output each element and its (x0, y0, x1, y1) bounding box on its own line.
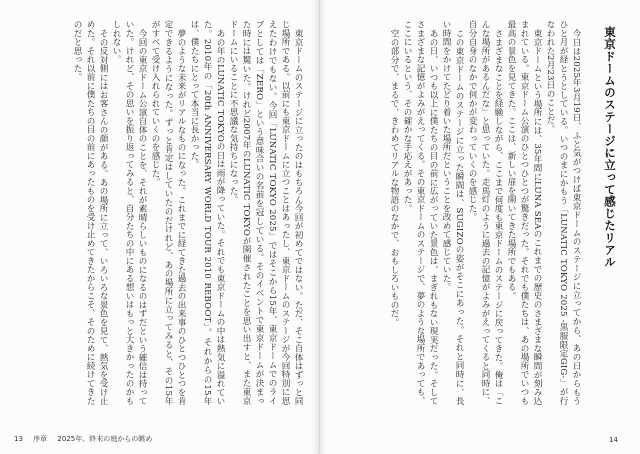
right-folio (609, 436, 626, 444)
paragraph: 東京ドームのステージに立ったのはもちろん今回が初めてではない。ただ、そこ自体はずっと同じ場所である。以前にも東京ドームに立つことはあったし、東京ドームのステージが今回特別に思えたわけでもない。今回「LUNATIC TOKYO 2025」ではそこから15年、東京ドームでのライブとしては「ZERO」という意味合いの名前を冠している。そのイベントで東京ドームが決まった時には驚いた。けれど2007年のLUNATIC TOKYOが開催されたことを思い出すと、また東京ドームにいることに不思議な気持ちになった。 (228, 20, 303, 405)
paragraph: あの日、いつも以上に僕たちの目の前に広がっていた景色は、まぎれもない現実だった。そしてさまざまな記憶がよみがえってくる。その東京ドームのステージで、夢のような場所であっても、ここにいるという、その確かな手応えがあった。 (402, 20, 438, 405)
page-number: 14 (609, 436, 618, 444)
paragraph: さまざまなことを経験しながら、ここまで何度も東京ドームのステージに戻ってきた。俺は「こんな場所があるんだな」と思っていた。走馬灯のように過去の記憶がよみがえってくると同時に、自分自身のなかで何かが変わっていくのを感じた。 (467, 20, 503, 405)
paragraph: 今回の東京ドーム公演自体のことを、それが素晴らしいものになるのはずだという確信は持っていた。けれど、その思いを振り返ってみると、自分たちの中にある想いはもっと大きかったのかもしれない。 (111, 20, 147, 405)
paragraph: この東京ドームのステージに立った瞬間は、SUGIZOの姿がそこにあった。それと同時に、長い時間をかけてたどり着いた場所だということを改めて感じていた。 (441, 20, 464, 405)
paragraph: その反対側にはお客さんの顔がある。あの場所に立って、いろいろな景色を見て、熱気を受け止めた。それ以前に僕たちの目の前にあったものを受け止めてきたからこそ、そのために続けてきたのだと思った。 (72, 20, 108, 405)
paragraph: 東京ドームという場所には、35年間にLUNA SEAのこれまでの歴史のさまざまな瞬間が刻み込まれている。東京ドーム公演のひとつひとつが驚きだった。それでも僕たちは、あの場所でいつも最高の景色を見てきた。ここは、新しい扉を開いてきた場所でもある。 (506, 20, 542, 405)
page-number: 13 (14, 435, 23, 443)
right-body-text (334, 20, 582, 405)
section-heading: 東京ドームのステージに立って感じたリアル (603, 26, 617, 268)
running-head-title: 2025年、終末の庭からの眺め (57, 435, 153, 443)
left-body-text (24, 20, 304, 405)
paragraph: あの年のLUNATIC TOKYOの日は雨が降っていた。それでも東京ドームの中は熱気に溢れていた。2010年の「20th ANNIVERSARY WORLD TOUR 2010 REBOOT」。それからの15年は、僕たちにとって本当に長かった。 (189, 20, 225, 405)
paragraph: 夢のような未来がリアルなものになった。これまでに経てきた過去の出来事のひとつひとつを肯定できるようになった。ずっと肯定はしていたのだけれど、あの場所に立ってみると、その15年がすべて受け入れられていくのを感じた。 (150, 20, 186, 405)
running-head-chapter: 序章 (33, 435, 48, 443)
left-folio (14, 434, 160, 444)
paragraph: 空の部分で、まるで、きわめてリアルな物語のなかで、おもしろいものだ。 (389, 28, 399, 327)
paragraph: 今日は2025年3月19日、ふと気がつけば東京ドームのステージに立ってから、あの日からもうひと月が経とうとしている。いつのまにかもう「LUNATIC TOKYO 2025 -黒服限定GIG-」が行なわれた2月23日のことだ。 (545, 20, 581, 405)
right-page (320, 0, 640, 454)
